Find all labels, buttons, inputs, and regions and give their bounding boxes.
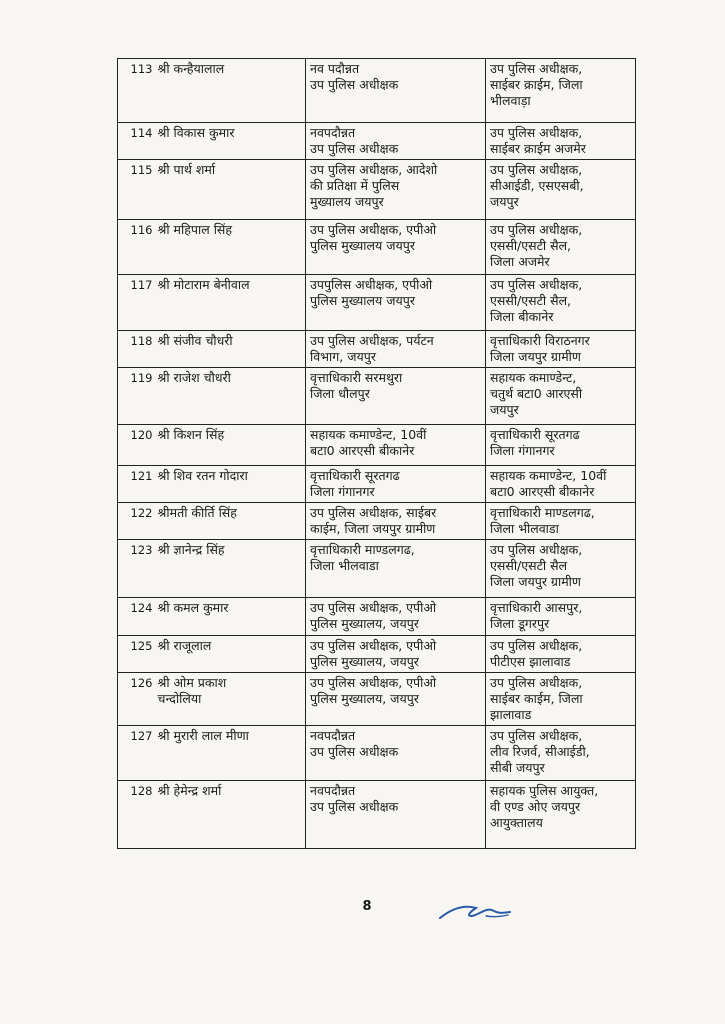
serial-number: 127 [118,726,156,781]
current-posting-cell [306,726,486,781]
current-posting-cell [306,368,486,425]
current-posting-line: नवपदौन्नत [310,783,356,798]
serial-number: 118 [118,331,156,368]
new-posting-cell [486,726,636,781]
new-posting-line: झालावाड [490,707,532,722]
current-posting-line: वृत्ताधिकारी माण्डलगढ, [310,542,415,557]
new-posting-line: साईबर क्राईम, जिला [490,77,583,92]
current-posting-line: उप पुलिस अधीक्षक, आदेशो [310,162,438,177]
new-posting-line: उप पुलिस अधीक्षक, [490,728,583,743]
current-posting-line: पुलिस मुख्यालय, जयपुर [310,691,419,706]
current-posting-cell [306,425,486,466]
current-posting-line: जिला भीलवाडा [310,558,379,573]
current-posting-line: उप पुलिस अधीक्षक [310,141,399,156]
serial-number: 115 [118,160,156,220]
new-posting-cell [486,503,636,540]
table-row [118,540,636,598]
officer-name-cell [156,673,306,726]
table-row [118,598,636,636]
new-posting-line: साईबर क्राईम अजमेर [490,141,586,156]
current-posting-line: वृत्ताधिकारी सूरतगढ [310,468,400,483]
new-posting-line: जिला गंगानगर [490,443,555,458]
new-posting-cell [486,425,636,466]
table-row [118,503,636,540]
current-posting-line: नवपदौन्नत [310,125,356,140]
new-posting-line: आयुक्तालय [490,815,543,830]
current-posting-cell [306,540,486,598]
current-posting-line: पुलिस मुख्यालय, जयपुर [310,654,419,669]
officer-name-line: श्री ज्ञानेन्द्र सिंह [157,542,225,557]
officer-name-line: श्री महिपाल सिंह [157,222,233,237]
officer-name-line: श्री किशन सिंह [157,427,225,442]
officer-name-line: श्री राजूलाल [157,638,212,653]
table-row [118,220,636,275]
new-posting-line: सहायक कमाण्डेन्ट, 10वीं [490,468,607,483]
new-posting-line: उप पुलिस अधीक्षक, [490,125,583,140]
serial-number: 121 [118,466,156,503]
current-posting-line: सहायक कमाण्डेन्ट, 10वीं [310,427,427,442]
officer-name-line: श्री शिव रतन गोदारा [157,468,248,483]
serial-number: 128 [118,781,156,849]
table-row [118,781,636,849]
current-posting-line: की प्रतिक्षा में पुलिस [310,178,400,193]
new-posting-cell [486,331,636,368]
officer-name-line: श्री संजीव चौधरी [157,333,233,348]
new-posting-line: भीलवाड़ा [490,93,531,108]
officer-name-cell [156,425,306,466]
officer-name-line: चन्दोलिया [157,691,202,706]
new-posting-line: वृत्ताधिकारी आसपुर, [490,600,583,615]
new-posting-line: साईबर काईम, जिला [490,691,583,706]
officer-name-cell [156,220,306,275]
new-posting-line: जिला भीलवाडा [490,521,559,536]
current-posting-cell [306,466,486,503]
serial-number: 119 [118,368,156,425]
officer-name-cell [156,466,306,503]
current-posting-line: उप पुलिस अधीक्षक [310,744,399,759]
current-posting-cell [306,503,486,540]
table-row [118,425,636,466]
table-row [118,673,636,726]
current-posting-line: उप पुलिस अधीक्षक [310,799,399,814]
officer-name-cell [156,598,306,636]
serial-number: 120 [118,425,156,466]
current-posting-cell [306,220,486,275]
officer-name-cell [156,59,306,123]
table-row [118,466,636,503]
new-posting-line: लीव रिजर्व, सीआईडी, [490,744,590,759]
current-posting-line: जिला गंगानगर [310,484,375,499]
new-posting-cell [486,123,636,160]
officer-name-line: श्री विकास कुमार [157,125,235,140]
table-row [118,59,636,123]
current-posting-line: पुलिस मुख्यालय जयपुर [310,238,415,253]
serial-number: 126 [118,673,156,726]
current-posting-line: उप पुलिस अधीक्षक, एपीओ [310,638,437,653]
current-posting-line: पुलिस मुख्यालय जयपुर [310,293,415,308]
current-posting-line: वृत्ताधिकारी सरमथुरा [310,370,403,385]
new-posting-line: जिला जयपुर ग्रामीण [490,349,581,364]
new-posting-line: उप पुलिस अधीक्षक, [490,277,583,292]
current-posting-cell [306,59,486,123]
new-posting-line: उप पुलिस अधीक्षक, [490,61,583,76]
current-posting-line: उपपुलिस अधीक्षक, एपीओ [310,277,433,292]
transfer-table-body [118,59,636,849]
new-posting-line: जिला डूगरपुर [490,616,550,631]
officer-name-cell [156,368,306,425]
officer-name-cell [156,123,306,160]
new-posting-line: वृत्ताधिकारी माण्डलगढ, [490,505,595,520]
new-posting-line: सहायक पुलिस आयुक्त, [490,783,599,798]
current-posting-line: मुख्यालय जयपुर [310,194,384,209]
serial-number: 113 [118,59,156,123]
serial-number: 123 [118,540,156,598]
current-posting-cell [306,160,486,220]
serial-number: 117 [118,275,156,331]
table-row [118,726,636,781]
new-posting-cell [486,673,636,726]
current-posting-line: उप पुलिस अधीक्षक, पर्यटन [310,333,434,348]
new-posting-line: पीटीएस झालावाड [490,654,571,669]
officer-name-line: श्री पार्थ शर्मा [157,162,216,177]
serial-number: 114 [118,123,156,160]
officer-name-line: श्रीमती कीर्ति सिंह [157,505,237,520]
officer-name-cell [156,781,306,849]
current-posting-cell [306,781,486,849]
current-posting-line: उप पुलिस अधीक्षक, एपीओ [310,600,437,615]
new-posting-line: एससी/एसटी सैल, [490,293,572,308]
serial-number: 125 [118,636,156,673]
new-posting-line: वृत्ताधिकारी विराठनगर [490,333,590,348]
new-posting-line: वृत्ताधिकारी सूरतगढ [490,427,580,442]
current-posting-cell [306,673,486,726]
officer-name-line: श्री कमल कुमार [157,600,229,615]
table-row [118,275,636,331]
current-posting-line: उप पुलिस अधीक्षक, एपीओ [310,675,437,690]
new-posting-line: एससी/एसटी सैल [490,558,568,573]
new-posting-cell [486,466,636,503]
new-posting-cell [486,275,636,331]
current-posting-line: उप पुलिस अधीक्षक, एपीओ [310,222,437,237]
current-posting-line: उप पुलिस अधीक्षक, साईबर [310,505,437,520]
current-posting-cell [306,331,486,368]
officer-name-line: श्री मोटाराम बेनीवाल [157,277,250,292]
serial-number: 124 [118,598,156,636]
new-posting-line: सीआईडी, एसएसबी, [490,178,584,193]
current-posting-cell [306,275,486,331]
current-posting-line: पुलिस मुख्यालय, जयपुर [310,616,419,631]
table-row [118,123,636,160]
transfer-table [117,58,636,849]
officer-name-line: श्री राजेश चौधरी [157,370,231,385]
officer-name-cell [156,160,306,220]
new-posting-line: सीबी जयपुर [490,760,545,775]
serial-number: 116 [118,220,156,275]
new-posting-line: जिला अजमेर [490,254,550,269]
officer-name-line: श्री कन्हैयालाल [157,61,225,76]
current-posting-line: नवपदौन्नत [310,728,356,743]
new-posting-line: उप पुलिस अधीक्षक, [490,542,583,557]
current-posting-line: उप पुलिस अधीक्षक [310,77,399,92]
table-row [118,331,636,368]
table-row [118,160,636,220]
current-posting-line: जिला धौलपुर [310,386,370,401]
officer-name-cell [156,503,306,540]
new-posting-line: जिला जयपुर ग्रामीण [490,574,581,589]
new-posting-cell [486,636,636,673]
table-row [118,368,636,425]
officer-name-cell [156,275,306,331]
current-posting-cell [306,636,486,673]
officer-name-line: श्री ओम प्रकाश [157,675,227,690]
officer-name-line: श्री हेमेन्द्र शर्मा [157,783,222,798]
new-posting-line: उप पुलिस अधीक्षक, [490,638,583,653]
officer-name-cell [156,636,306,673]
officer-name-line: श्री मुरारी लाल मीणा [157,728,249,743]
new-posting-line: उप पुलिस अधीक्षक, [490,222,583,237]
table-row [118,636,636,673]
page-number: 8 [362,899,372,914]
new-posting-cell [486,781,636,849]
new-posting-cell [486,160,636,220]
new-posting-line: बटा0 आरएसी बीकानेर [490,484,595,499]
new-posting-cell [486,368,636,425]
current-posting-cell [306,123,486,160]
new-posting-line: उप पुलिस अधीक्षक, [490,162,583,177]
officer-name-cell [156,331,306,368]
new-posting-line: एससी/एसटी सैल, [490,238,572,253]
new-posting-line: उप पुलिस अधीक्षक, [490,675,583,690]
new-posting-cell [486,598,636,636]
officer-name-cell [156,540,306,598]
new-posting-line: सहायक कमाण्डेन्ट, [490,370,577,385]
new-posting-line: जयपुर [490,194,519,209]
current-posting-line: बटा0 आरएसी बीकानेर [310,443,415,458]
signature-icon [436,896,516,926]
new-posting-line: जयपुर [490,402,519,417]
current-posting-line: विभाग, जयपुर [310,349,376,364]
new-posting-line: जिला बीकानेर [490,309,554,324]
new-posting-line: वी एण्ड ओए जयपुर [490,799,581,814]
current-posting-line: नव पदौन्नत [310,61,360,76]
current-posting-cell [306,598,486,636]
serial-number: 122 [118,503,156,540]
new-posting-cell [486,220,636,275]
officer-name-cell [156,726,306,781]
new-posting-line: चतुर्थ बटा0 आरएसी [490,386,583,401]
new-posting-cell [486,59,636,123]
current-posting-line: काईम, जिला जयपुर ग्रामीण [310,521,436,536]
new-posting-cell [486,540,636,598]
